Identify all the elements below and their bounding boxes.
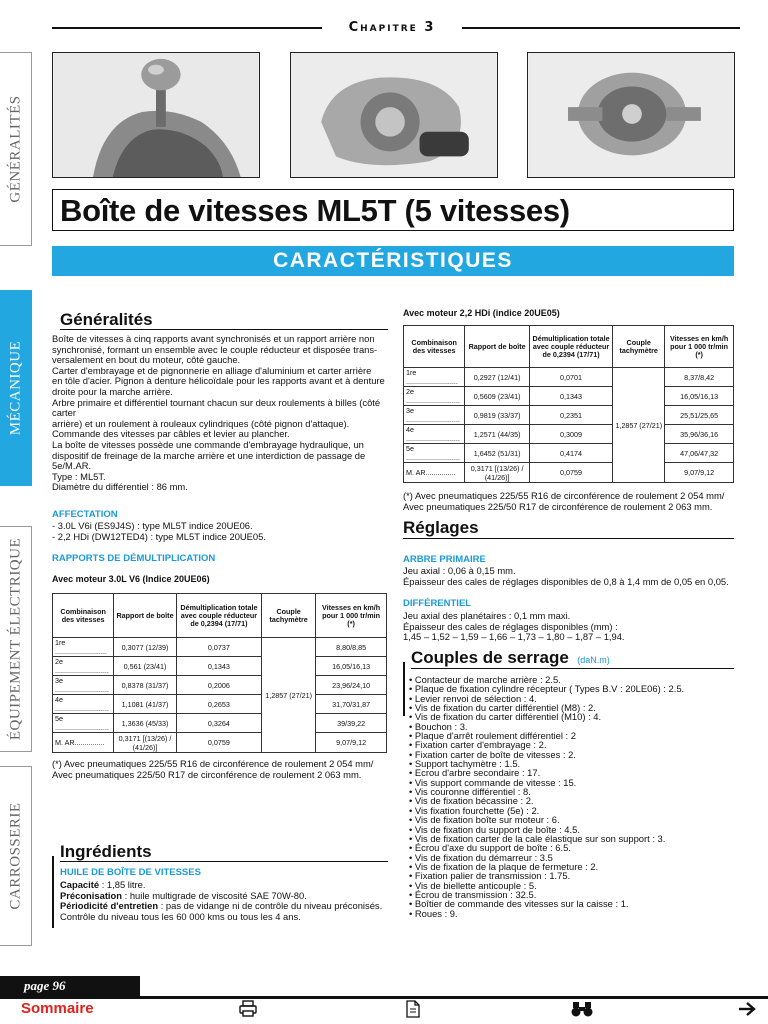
col-vitesses: Vitesses en km/h pour 1 000 tr/min (*) xyxy=(665,326,734,368)
text-line: Jeu axial : 0,06 à 0,15 mm. xyxy=(403,565,516,576)
text-line: La boîte de vitesses possède une commande d'embrayage hydraulique, un xyxy=(52,438,364,450)
col-couple: Couple tachymètre xyxy=(262,594,316,638)
table-row xyxy=(404,368,734,387)
rapport-cell: 0,8378 (31/37) xyxy=(114,676,176,695)
couples-heading-wrap xyxy=(411,648,610,668)
gear-cell: 1re .......................... xyxy=(53,638,114,657)
couple-item: • Fixation palier de transmission : 1.75. xyxy=(409,870,571,882)
differentiel-text xyxy=(403,611,743,643)
table-row xyxy=(53,714,387,733)
side-tab-mecanique[interactable] xyxy=(0,290,32,486)
text-line: Commande des vitesses par câbles et levier au plancher. xyxy=(52,428,290,440)
side-tab-label: ÉQUIPEMENT ÉLECTRIQUE xyxy=(7,537,23,741)
text-line: Arbre primaire et différentiel tournant chacun sur deux roulements à billes (côté carter xyxy=(52,396,381,419)
rapport-cell: 0,2927 (12/41) xyxy=(465,368,530,387)
ingredients-heading: Ingrédients xyxy=(60,842,152,861)
gear-cell: 4e ........................... xyxy=(53,695,114,714)
vitesse-cell: 39/39,22 xyxy=(316,714,387,733)
note-line: (*) Avec pneumatiques 225/55 R16 de circonférence de roulement 2 054 mm/ xyxy=(403,490,725,501)
couple-item: • Boîtier de commande des vitesses sur la caisse : 1. xyxy=(409,898,629,910)
couple-item: • Ecrou d'arbre secondaire : 17. xyxy=(409,767,541,779)
gear-cell: 2e ........................... xyxy=(404,387,465,406)
binoculars-icon[interactable] xyxy=(571,1000,593,1018)
couple-item: • Vis couronne différentiel : 8. xyxy=(409,786,531,798)
couple-item: • Vis de fixation du carter différentiel (M8) : 2. xyxy=(409,702,596,714)
text-line: Carter d'embrayage et de pignonnerie en alliage d'aluminium et carter arrière xyxy=(52,364,372,376)
col-vitesses: Vitesses en km/h pour 1 000 tr/min (*) xyxy=(316,594,387,638)
demult-cell: 0,1343 xyxy=(176,657,261,676)
couple-item: • Écrou de transmission : 32.5. xyxy=(409,888,537,900)
col-rapport: Rapport de boîte xyxy=(465,326,530,368)
demult-cell: 0,3264 xyxy=(176,714,261,733)
table-row xyxy=(53,733,387,753)
arbre-primaire-text xyxy=(403,566,743,587)
col-demult: Démultiplication totale avec couple réducteur de 0,2394 (17/71) xyxy=(529,326,612,368)
couples-list xyxy=(409,675,739,918)
demult-cell: 0,2006 xyxy=(176,676,261,695)
vitesse-cell: 16,05/16,13 xyxy=(665,387,734,406)
gear-cell: 1re .......................... xyxy=(404,368,465,387)
demult-cell: 0,1343 xyxy=(529,387,612,406)
note-line: (*) Avec pneumatiques 225/55 R16 de circonférence de roulement 2 054 mm/ xyxy=(52,758,374,769)
ingredients-text xyxy=(60,880,390,922)
couple-item: • Contacteur de marche arrière : 2.5. xyxy=(409,674,561,685)
affectation-item: - 2,2 HDi (DW12TED4) : type ML5T indice 20UE05. xyxy=(52,530,266,542)
gear-cell: 3e ........................... xyxy=(404,406,465,425)
couple-item: • Support tachymètre : 1.5. xyxy=(409,758,521,770)
couple-item: • Vis fixation fourchette (5e) : 2. xyxy=(409,804,540,816)
table1-title: Avec moteur 3.0L V6 (Indice 20UE06) xyxy=(52,574,210,584)
sommaire-link[interactable]: Sommaire xyxy=(21,1000,94,1017)
couple-item: • Vis de fixation du carter différentiel (M10) : 4. xyxy=(409,711,602,723)
couples-bar xyxy=(403,662,405,716)
demult-cell: 0,0701 xyxy=(529,368,612,387)
note-line: Avec pneumatiques 225/50 R17 de circonférence de roulement 2 063 mm. xyxy=(52,768,362,780)
page-number: page 96 xyxy=(24,978,66,993)
table-row xyxy=(404,444,734,463)
table-row xyxy=(53,695,387,714)
preconisation-label: Préconisation xyxy=(60,889,122,901)
table-row xyxy=(404,463,734,483)
col-couple: Couple tachymètre xyxy=(613,326,665,368)
gear-lever-photo xyxy=(52,52,260,178)
rapport-cell: 0,3171 [(13/26) / (41/26)] xyxy=(114,733,176,753)
vitesse-cell: 9,07/9,12 xyxy=(316,733,387,753)
generalites-text xyxy=(52,334,392,493)
col-rapport: Rapport de boîte xyxy=(114,594,176,638)
couple-item: • Vis de fixation bécassine : 2. xyxy=(409,795,534,807)
heading-rule xyxy=(411,668,734,669)
rapport-cell: 0,3171 [(13/26) / (41/26)] xyxy=(465,463,530,483)
demult-cell: 0,2351 xyxy=(529,406,612,425)
gear-cell: 5e ........................... xyxy=(404,444,465,463)
gear-cell: 2e ........................... xyxy=(53,657,114,676)
text-line: Épaisseur des cales de réglages disponibles de 0,8 à 1,4 mm de 0,05 en 0,05. xyxy=(403,575,729,587)
gear-cell: 3e ........................... xyxy=(53,676,114,695)
demult-cell: 0,0737 xyxy=(176,638,261,657)
vitesse-cell: 31,70/31,87 xyxy=(316,695,387,714)
gear-cell: 4e ........................... xyxy=(404,425,465,444)
side-tab-label: MÉCANIQUE xyxy=(7,340,23,436)
text-line: 5e/M.AR. xyxy=(52,460,92,472)
side-tab-label: GÉNÉRALITÉS xyxy=(7,95,23,203)
table-row xyxy=(53,676,387,695)
affectation-title: AFFECTATION xyxy=(52,509,118,520)
vitesse-cell: 23,96/24,10 xyxy=(316,676,387,695)
rapports-title: RAPPORTS DE DÉMULTIPLICATION xyxy=(52,553,216,564)
couple-item: • Écrou d'axe du support de boîte : 6.5. xyxy=(409,842,571,854)
couple-item: • Fixation carter d'embrayage : 2. xyxy=(409,739,547,751)
side-tab-equipement-electrique[interactable] xyxy=(0,526,32,752)
couples-unit: (daN.m) xyxy=(577,655,610,665)
ratio-table-hdi xyxy=(403,325,734,483)
side-tab-carrosserie[interactable] xyxy=(0,766,32,946)
text-line: Type : ML5T. xyxy=(52,470,106,482)
vitesse-cell: 25,51/25,65 xyxy=(665,406,734,425)
couple-item: • Vis de fixation du démarreur : 3.5 xyxy=(409,851,553,863)
table-row xyxy=(404,425,734,444)
text-line: versalement en bout du moteur, côté gauche. xyxy=(52,354,241,366)
table2-notes xyxy=(403,491,753,512)
demult-cell: 0,0759 xyxy=(176,733,261,753)
text-line: Jeu axial des planétaires : 0,1 mm maxi. xyxy=(403,610,571,621)
text-line: 1,45 – 1,52 – 1,59 – 1,66 – 1,73 – 1,80 – 1,87 – 1,94. xyxy=(403,631,625,643)
text-line: synchronisé, formant un ensemble avec le couple réducteur et disposée trans- xyxy=(52,343,378,355)
gear-cell: M. AR............... xyxy=(404,463,465,483)
table-row xyxy=(53,657,387,676)
generalites-heading: Généralités xyxy=(60,310,153,329)
text-line: en tôle d'acier. Pignon à denture hélicoïdale pour les rapports avant et à denture xyxy=(52,375,385,387)
side-tab-generalites[interactable] xyxy=(0,52,32,246)
rapport-cell: 0,561 (23/41) xyxy=(114,657,176,676)
rapport-cell: 1,1081 (41/37) xyxy=(114,695,176,714)
section-banner-title: CARACTÉRISTIQUES xyxy=(273,249,513,272)
couple-cell: 1,2857 (27/21) xyxy=(613,368,665,483)
periodicite-label: Périodicité d'entretien xyxy=(60,900,159,912)
couples-heading: Couples de serrage xyxy=(411,648,569,667)
arbre-primaire-title: ARBRE PRIMAIRE xyxy=(403,554,486,565)
table2-title: Avec moteur 2,2 HDi (indice 20UE05) xyxy=(403,308,560,318)
table-row xyxy=(53,638,387,657)
heading-rule xyxy=(60,329,388,330)
print-icon[interactable] xyxy=(238,1000,258,1018)
periodicite-value: : pas de vidange ni de contrôle du niveau préconisés. xyxy=(158,900,383,912)
couple-item: • Levier renvoi de sélection : 4. xyxy=(409,692,537,704)
rapport-cell: 0,5609 (23/41) xyxy=(465,387,530,406)
reglages-heading: Réglages xyxy=(403,518,479,537)
vitesse-cell: 35,96/36,16 xyxy=(665,425,734,444)
couple-item: • Fixation carter de boîte de vitesses : 2. xyxy=(409,748,576,760)
page-number-box xyxy=(0,976,140,996)
note-line: Avec pneumatiques 225/50 R17 de circonférence de roulement 2 063 mm. xyxy=(403,500,713,512)
text-line: Diamètre du différentiel : 86 mm. xyxy=(52,481,188,493)
couple-item: • Vis de fixation du support de boîte : 4.5. xyxy=(409,823,580,835)
couple-item: • Bouchon : 3. xyxy=(409,720,468,732)
rapport-cell: 0,3077 (12/39) xyxy=(114,638,176,657)
vitesse-cell: 8,80/8,85 xyxy=(316,638,387,657)
affectation-list xyxy=(52,521,392,542)
text-line: Boîte de vitesses à cinq rapports avant synchronisés et un rapport arrière non xyxy=(52,333,375,344)
rapport-cell: 1,6452 (51/31) xyxy=(465,444,530,463)
differential-photo xyxy=(527,52,735,178)
table-row xyxy=(404,387,734,406)
vitesse-cell: 8,37/8,42 xyxy=(665,368,734,387)
text-line: dispositif de freinage de la marche arrière et une interdiction de passage de xyxy=(52,449,366,461)
couple-item: • Vis de biellette anticouple : 5. xyxy=(409,879,537,891)
rapport-cell: 1,3636 (45/33) xyxy=(114,714,176,733)
rapport-cell: 0,9819 (33/37) xyxy=(465,406,530,425)
demult-cell: 0,2653 xyxy=(176,695,261,714)
couple-item: • Vis support commande de vitesse : 15. xyxy=(409,776,577,788)
preconisation-value: : huile multigrade de viscosité SAE 70W-80. xyxy=(122,889,307,901)
table1-notes xyxy=(52,759,392,780)
gear-cell: M. AR............... xyxy=(53,733,114,753)
ratio-table-v6 xyxy=(52,593,387,753)
gear-cell: 5e ........................... xyxy=(53,714,114,733)
next-arrow-icon[interactable] xyxy=(738,1001,756,1017)
couple-item: • Plaque d'arrêt roulement différentiel : 2 xyxy=(409,730,576,742)
text-line: arrière) et un roulement à rouleaux cylindriques (côté pignon d'attaque). xyxy=(52,417,350,429)
couple-cell: 1,2857 (27/21) xyxy=(262,638,316,753)
col-demult: Démultiplication totale avec couple réducteur de 0,2394 (17/71) xyxy=(176,594,261,638)
table-row xyxy=(404,406,734,425)
demult-cell: 0,0759 xyxy=(529,463,612,483)
heading-rule xyxy=(403,538,734,539)
col-combinaison: Combinaison des vitesses xyxy=(53,594,114,638)
heading-rule xyxy=(60,861,388,862)
demult-cell: 0,4174 xyxy=(529,444,612,463)
vitesse-cell: 47,06/47,32 xyxy=(665,444,734,463)
gearbox-photo xyxy=(290,52,498,178)
affectation-item: - 3.0L V6i (ES9J4S) : type ML5T indice 20UE06. xyxy=(52,520,253,531)
couple-item: • Vis de fixation de la plaque de fermeture : 2. xyxy=(409,860,599,872)
document-icon[interactable] xyxy=(405,1000,421,1018)
couple-item: • Plaque de fixation cylindre récepteur ( Types B.V : 20LE06) : 2.5. xyxy=(409,683,685,695)
couple-item: • Roues : 9. xyxy=(409,907,458,919)
couple-item: • Vis de fixation boîte sur moteur : 6. xyxy=(409,814,560,826)
huile-title: HUILE DE BOÎTE DE VITESSES xyxy=(60,867,201,878)
rapport-cell: 1,2571 (44/35) xyxy=(465,425,530,444)
page-title: Boîte de vitesses ML5T (5 vitesses) xyxy=(60,193,570,228)
couple-item: • Vis de fixation carter de la cale élastique sur son support : 3. xyxy=(409,832,666,844)
col-combinaison: Combinaison des vitesses xyxy=(404,326,465,368)
side-tab-label: CARROSSERIE xyxy=(7,802,23,910)
capacite-label: Capacité xyxy=(60,879,100,890)
text-line: Épaisseur des cales de réglages disponibles (mm) : xyxy=(403,620,618,632)
vitesse-cell: 16,05/16,13 xyxy=(316,657,387,676)
text-line: droite pour la marche arrière. xyxy=(52,385,173,397)
ingredients-bar xyxy=(52,856,54,928)
demult-cell: 0,3009 xyxy=(529,425,612,444)
controle-line: Contrôle du niveau tous les 60 000 kms ou tous les 4 ans. xyxy=(60,910,301,922)
capacite-value: : 1,85 litre. xyxy=(99,879,146,890)
differentiel-title: DIFFÉRENTIEL xyxy=(403,598,472,609)
vitesse-cell: 9,07/9,12 xyxy=(665,463,734,483)
chapter-title: Chapitre 3 xyxy=(322,18,462,38)
footer-rule xyxy=(0,996,768,999)
